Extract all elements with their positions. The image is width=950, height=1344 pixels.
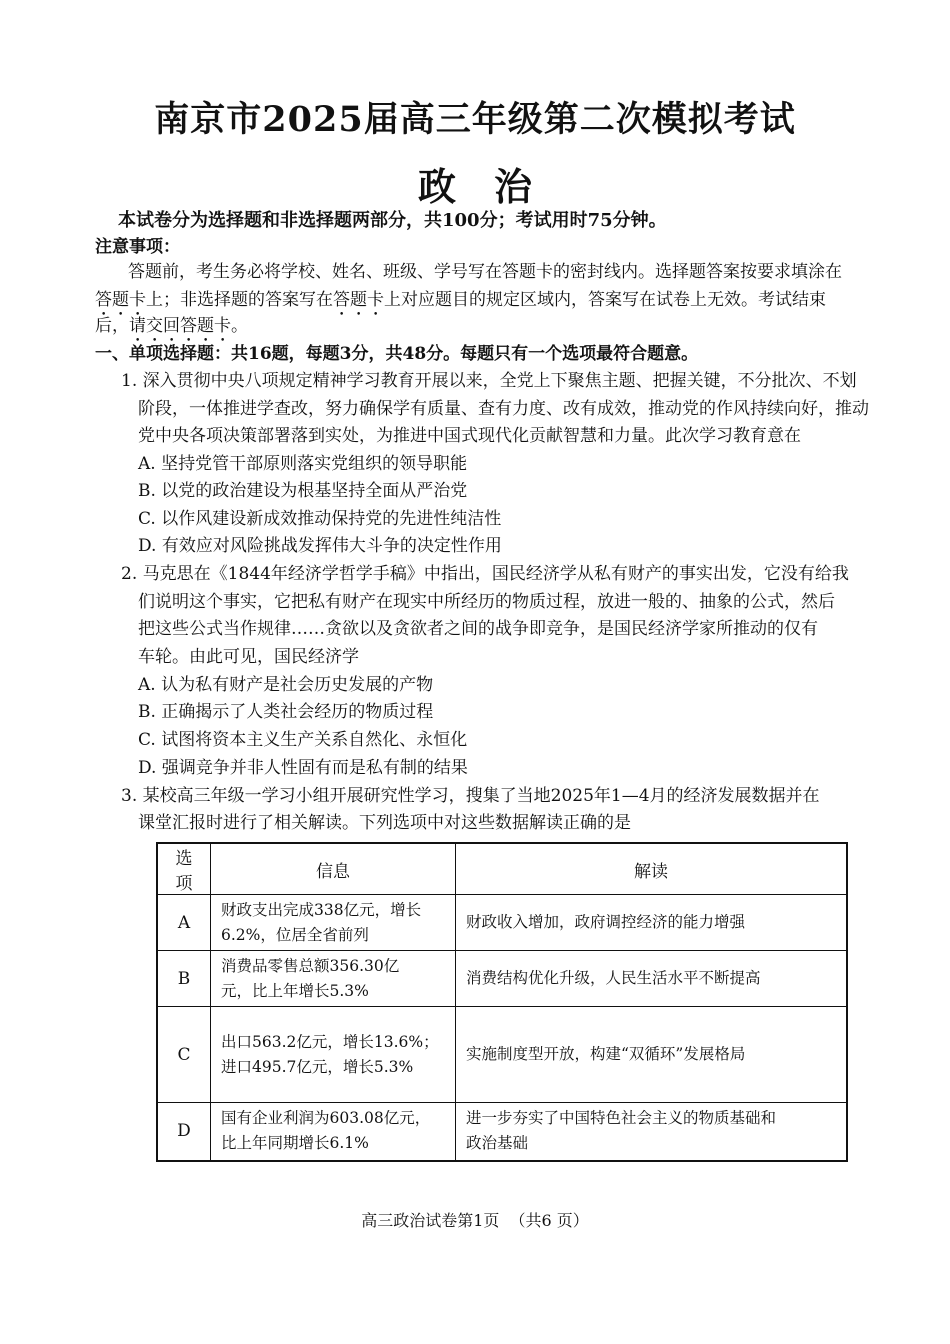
table-cell-info — [211, 1007, 456, 1103]
interp-line: 实施制度型开放，构建“双循环”发展格局 — [466, 1045, 746, 1063]
table-cell-info — [211, 1103, 456, 1161]
q3-stem-line-1: 3. 某校高三年级一学习小组开展研究性学习，搜集了当地2025年1—4月的经济发展数据并在 — [121, 786, 820, 806]
q2-option-a: A. 认为私有财产是社会历史发展的产物 — [138, 675, 434, 695]
interp-line: 进一步夯实了中国特色社会主义的物质基础和 — [466, 1109, 777, 1128]
notice-answer-card-2: 答题卡 — [333, 290, 384, 310]
table-cell-option: D — [157, 1103, 211, 1161]
table-cell-interp — [456, 895, 848, 951]
table-row — [157, 1007, 847, 1103]
table-cell-interp — [456, 1007, 848, 1103]
notice-heading: 注意事项： — [95, 237, 180, 257]
q1-stem-line-2: 阶段，一体推进学查改，努力确保学有质量、查有力度、改有成效，推动党的作风持续向好，推动 — [138, 399, 869, 419]
q1-option-d: D. 有效应对风险挑战发挥伟大斗争的决定性作用 — [138, 536, 502, 556]
table-cell-option: A — [157, 895, 211, 951]
info-line: 6.2%，位居全省前列 — [221, 925, 369, 944]
q1-option-c: C. 以作风建设新成效推动保持党的先进性纯洁性 — [138, 509, 502, 529]
notice-return-card: 请交回答题卡 — [129, 316, 231, 336]
q2-option-c: C. 试图将资本主义生产关系自然化、永恒化 — [138, 730, 468, 750]
info-line: 比上年同期增长6.1% — [221, 1134, 369, 1153]
info-line: 元，比上年增长5.3% — [221, 981, 369, 1000]
interp-line: 消费结构优化升级，人民生活水平不断提高 — [466, 969, 761, 987]
q1-option-b: B. 以党的政治建设为根基坚持全面从严治党 — [138, 481, 468, 501]
q2-option-b: B. 正确揭示了人类社会经历的物质过程 — [138, 702, 434, 722]
q1-stem-line-1: 1. 深入贯彻中央八项规定精神学习教育开展以来，全党上下聚焦主题、把握关键，不分批次、不划 — [121, 371, 857, 391]
page-footer: 高三政治试卷第1页 （共6 页） — [361, 1211, 589, 1230]
q3-data-table — [156, 842, 848, 1162]
table-cell-option: C — [157, 1007, 211, 1103]
q2-stem-line-4: 车轮。由此可见，国民经济学 — [138, 647, 359, 667]
info-line: 消费品零售总额356.30亿 — [221, 956, 400, 975]
notice-line-3-c: 。 — [231, 316, 248, 336]
table-header-interp: 解读 — [456, 843, 848, 895]
info-line: 财政支出完成338亿元，增长 — [221, 900, 422, 919]
section-1-heading: 一、单项选择题：共16题，每题3分，共48分。每题只有一个选项最符合题意。 — [95, 344, 699, 364]
table-header-row — [157, 843, 847, 895]
q2-stem-line-1: 2. 马克思在《1844年经济学哲学手稿》中指出，国民经济学从私有财产的事实出发，它没有给我 — [121, 564, 849, 584]
table-row — [157, 1103, 847, 1161]
info-line: 出口563.2亿元，增长13.6%； — [221, 1032, 439, 1051]
q1-stem-line-3: 党中央各项决策部署落到实处，为推进中国式现代化贡献智慧和力量。此次学习教育意在 — [138, 426, 801, 446]
table-cell-interp — [456, 1103, 848, 1161]
interp-line: 政治基础 — [466, 1134, 529, 1153]
table-row — [157, 895, 847, 951]
q2-option-d: D. 强调竞争并非人性固有而是私有制的结果 — [138, 758, 468, 778]
table-cell-option: B — [157, 951, 211, 1007]
notice-line-2-b: 上；非选择题的答案写在 — [146, 290, 333, 310]
q3-stem-line-2: 课堂汇报时进行了相关解读。下列选项中对这些数据解读正确的是 — [138, 813, 631, 833]
table-row — [157, 951, 847, 1007]
table-header-option: 选项 — [157, 843, 211, 895]
table-cell-interp — [456, 951, 848, 1007]
exam-intro: 本试卷分为选择题和非选择题两部分，共100分；考试用时75分钟。 — [118, 210, 667, 231]
interp-line: 财政收入增加，政府调控经济的能力增强 — [466, 913, 746, 931]
q1-option-a: A. 坚持党管干部原则落实党组织的领导职能 — [138, 454, 468, 474]
q2-stem-line-3: 把这些公式当作规律……贪欲以及贪欲者之间的战争即竞争，是国民经济学家所推动的仅有 — [138, 619, 818, 639]
notice-line-1: 答题前，考生务必将学校、姓名、班级、学号写在答题卡的密封线内。选择题答案按要求填涂在 — [128, 262, 842, 282]
q2-stem-line-2: 们说明这个事实，它把私有财产在现实中所经历的物质过程，放进一般的、抽象的公式，然后 — [138, 592, 835, 612]
table-cell-info — [211, 895, 456, 951]
table-header-info: 信息 — [211, 843, 456, 895]
exam-title: 南京市2025届高三年级第二次模拟考试 — [154, 99, 796, 140]
table-cell-info — [211, 951, 456, 1007]
info-line: 国有企业利润为603.08亿元， — [221, 1109, 431, 1128]
notice-line-3-a: 后， — [95, 316, 129, 336]
notice-answer-card-1: 答题卡 — [95, 290, 146, 310]
notice-line-2-d: 上对应题目的规定区域内，答案写在试卷上无效。考试结束 — [384, 290, 826, 310]
subject-title: 政治 — [417, 164, 570, 209]
info-line: 进口495.7亿元，增长5.3% — [221, 1057, 414, 1076]
